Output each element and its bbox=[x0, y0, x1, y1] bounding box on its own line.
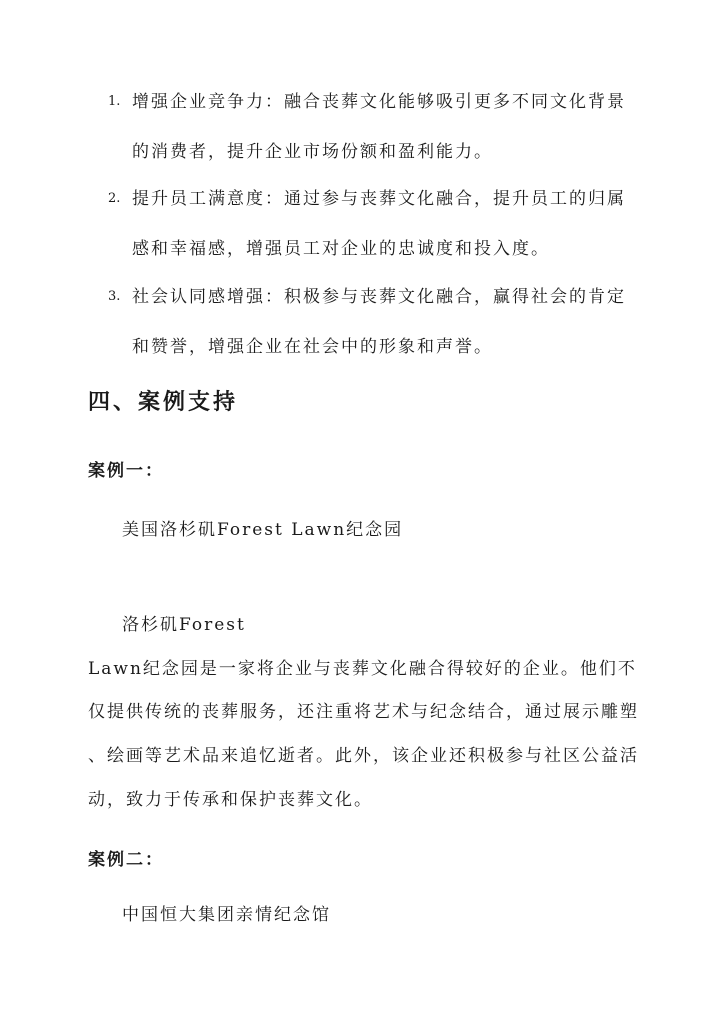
list-text-line: 和赞誉，增强企业在社会中的形象和声誉。 bbox=[132, 337, 493, 357]
list-text-line: 的消费者，提升企业市场份额和盈利能力。 bbox=[132, 142, 493, 162]
list-text-line: 增强企业竞争力：融合丧葬文化能够吸引更多不同文化背景 bbox=[132, 92, 626, 112]
paragraph-line: 洛杉矶Forest bbox=[122, 615, 246, 635]
case-name: 美国洛杉矶Forest Lawn纪念园 bbox=[122, 520, 404, 540]
list-text-line: 提升员工满意度：通过参与丧葬文化融合，提升员工的归属 bbox=[132, 189, 626, 209]
section-heading: 四、案例支持 bbox=[88, 389, 239, 415]
paragraph-line: Lawn纪念园是一家将企业与丧葬文化融合得较好的企业。他们不 bbox=[88, 659, 637, 679]
paragraph-line: 动，致力于传承和保护丧葬文化。 bbox=[88, 790, 373, 810]
list-text-line: 社会认同感增强：积极参与丧葬文化融合，赢得社会的肯定 bbox=[132, 287, 626, 307]
case-name: 中国恒大集团亲情纪念馆 bbox=[122, 905, 331, 925]
paragraph-line: 、绘画等艺术品来追忆逝者。此外，该企业还积极参与社区公益活 bbox=[88, 746, 639, 766]
list-text-line: 感和幸福感，增强员工对企业的忠诚度和投入度。 bbox=[132, 239, 550, 259]
case-heading: 案例二： bbox=[88, 850, 164, 870]
case-heading: 案例一： bbox=[88, 461, 164, 481]
list-number: 1. bbox=[108, 94, 121, 109]
list-number: 3. bbox=[108, 289, 121, 304]
list-number: 2. bbox=[108, 191, 121, 206]
paragraph-line: 仅提供传统的丧葬服务，还注重将艺术与纪念结合，通过展示雕塑 bbox=[88, 702, 639, 722]
